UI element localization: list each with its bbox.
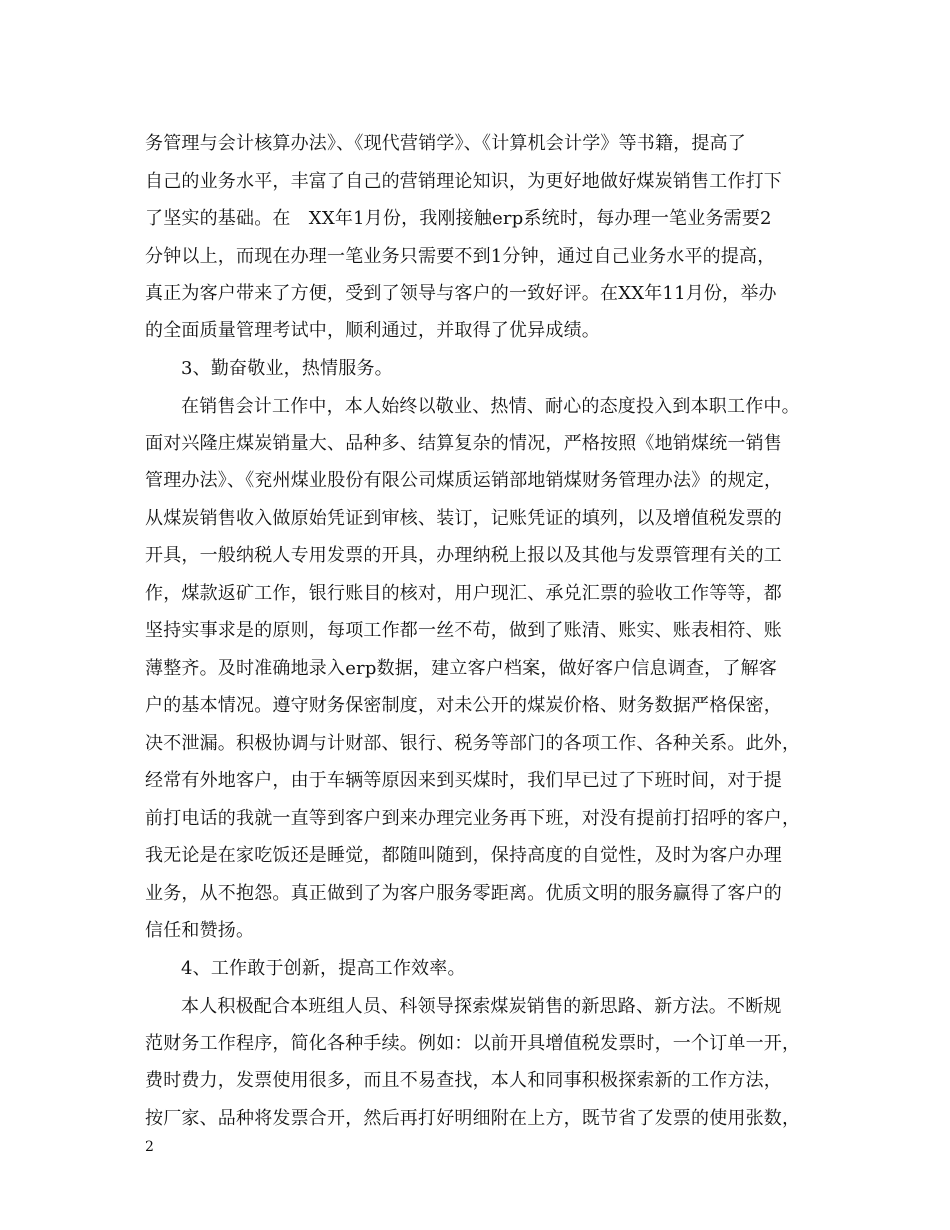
text-line: 管理办法》、《兖州煤业股份有限公司煤质运销部地销煤财务管理办法》的规定， xyxy=(145,470,783,491)
text-line: 面对兴隆庄煤炭销量大、品种多、结算复杂的情况，严格按照《地销煤统一销售 xyxy=(145,433,782,454)
text-line: 信任和赞扬。 xyxy=(145,920,255,941)
text-line: 经常有外地客户，由于车辆等原因来到买煤时，我们早已过了下班时间，对于提 xyxy=(145,770,782,791)
text-line: 真正为客户带来了方便，受到了领导与客户的一致好评。在XX年11月份，举办 xyxy=(145,283,777,304)
text-line: 决不泄漏。积极协调与计财部、银行、税务等部门的各项工作、各种关系。此外， xyxy=(145,733,801,754)
text-line: 薄整齐。及时准确地录入erp数据，建立客户档案，做好客户信息调查，了解客 xyxy=(145,658,777,679)
text-line: 务管理与会计核算办法》、《现代营销学》、《计算机会计学》等书籍，提高了 xyxy=(145,133,746,154)
text-line: 作，煤款返矿工作，银行账目的核对，用户现汇、承兑汇票的验收工作等等，都 xyxy=(145,583,782,604)
text-line: 本人积极配合本班组人员、科领导探索煤炭销售的新思路、新方法。不断规 xyxy=(181,996,782,1017)
text-line: 我无论是在家吃饭还是睡觉，都随叫随到，保持高度的自觉性，及时为客户办理 xyxy=(145,845,782,866)
text-line: 费时费力，发票使用很多，而且不易查找，本人和同事积极探索新的工作方法， xyxy=(145,1070,782,1091)
text-line: 户的基本情况。遵守财务保密制度，对未公开的煤炭价格、财务数据严格保密， xyxy=(145,695,782,716)
text-line: 业务，从不抱怨。真正做到了为客户服务零距离。优质文明的服务赢得了客户的 xyxy=(145,883,782,904)
text-line: 从煤炭销售收入做原始凭证到审核、装订，记账凭证的填列，以及增值税发票的 xyxy=(145,508,782,529)
text-line: 坚持实事求是的原则，每项工作都一丝不苟，做到了账清、账实、账表相符、账 xyxy=(145,620,782,641)
text-line: 分钟以上，而现在办理一笔业务只需要不到1分钟，通过自己业务水平的提高， xyxy=(145,246,776,267)
section-heading: 4、工作敢于创新，提高工作效率。 xyxy=(181,958,466,979)
text-line: 了坚实的基础。在 XX年1月份，我刚接触erp系统时，每办理一笔业务需要2 xyxy=(145,208,772,229)
text-line: 的全面质量管理考试中，顺利通过，并取得了优异成绩。 xyxy=(145,320,600,341)
text-line: 自己的业务水平，丰富了自己的营销理论知识，为更好地做好煤炭销售工作打下 xyxy=(145,171,782,192)
section-heading: 3、勤奋敬业，热情服务。 xyxy=(181,358,393,379)
text-line: 开具，一般纳税人专用发票的开具，办理纳税上报以及其他与发票管理有关的工 xyxy=(145,545,782,566)
text-line: 前打电话的我就一直等到客户到来办理完业务再下班，对没有提前打招呼的客户， xyxy=(145,808,801,829)
text-line: 范财务工作程序，简化各种手续。例如：以前开具增值税发票时，一个订单一开， xyxy=(145,1033,801,1054)
text-line: 按厂家、品种将发票合开，然后再打好明细附在上方，既节省了发票的使用张数， xyxy=(145,1108,801,1129)
text-line: 在销售会计工作中，本人始终以敬业、热情、耐心的态度投入到本职工作中。 xyxy=(181,396,800,417)
page-number: 2 xyxy=(145,1139,154,1155)
